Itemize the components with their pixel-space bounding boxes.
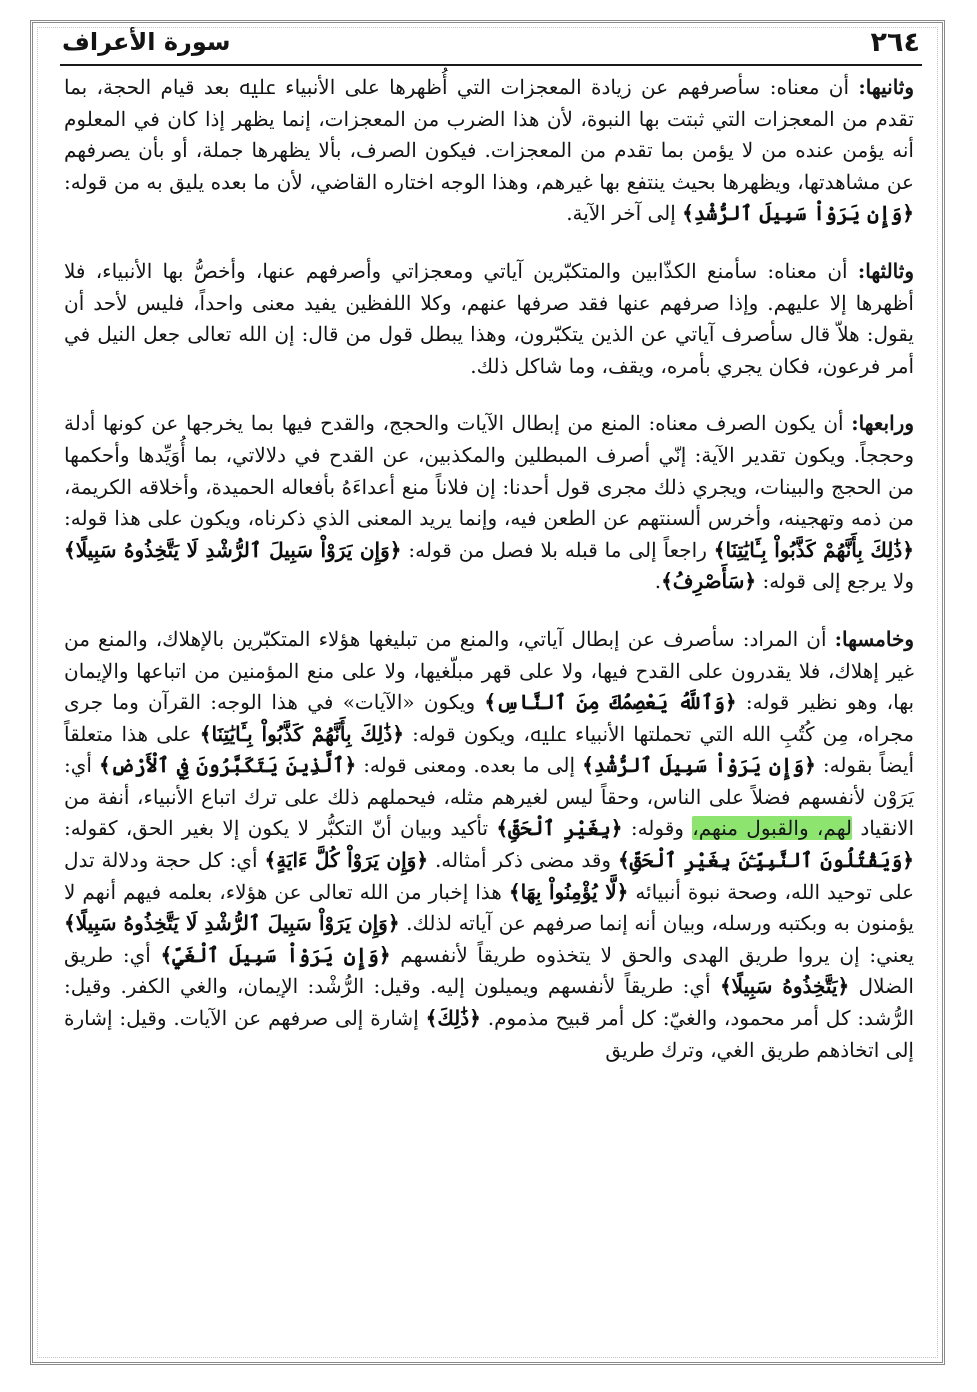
page-number: ٢٦٤ xyxy=(870,26,920,58)
quran-verse: ﴿لَّا يُؤْمِنُواْ بِهَا﴾ xyxy=(508,879,629,904)
body-text: ولا يرجع إلى قوله: xyxy=(756,569,914,594)
quran-verse: ﴿بِغَيْرِ ٱلْحَقِّ﴾ xyxy=(496,816,623,841)
quran-verse: ﴿وَإِن يَرَوْاْ كُلَّ ءَايَةٍ﴾ xyxy=(264,848,429,873)
quran-verse: ﴿ٱلَّذِينَ يَتَكَبَّرُونَ فِي ٱلْأَرْضِ﴾ xyxy=(98,753,357,778)
paragraph-lead: وثانيها: xyxy=(858,75,915,99)
surah-title: سورة الأعراف xyxy=(62,28,231,56)
quran-verse: ﴿وَإِن يَرَوْاْ سَبِيلَ ٱلْغَيِّ﴾ xyxy=(160,942,391,967)
paragraph-lead: وخامسها: xyxy=(834,626,915,651)
body-text: أن يكون الصرف معناه: المنع من إبطال الآيات والحجج، والقدح فيها بما يخرجها عن كونها أدلة وحججاً. ويكون تقدير الآية: إنّي أصرف المبطلين والمكذبين، عن القدح في دلالاتي، بما أُوَيِّدها وأحكمها من الحجج والبينات، ويجري ذلك مجرى قول أحدنا: إن فلاناً منع أعداءَهُ بأفعاله الحميدة، وأخلاقه الكريمة، من ذمه وتهجينه، وأخرس ألسنتهم عن الطعن فيه، وإنما يريد المعنى الذي ذكرناه، ويكون على هذا قوله: xyxy=(64,411,914,531)
quran-verse: ﴿يَتَّخِذُوهُ سَبِيلًا﴾ xyxy=(719,974,850,999)
body-text: أي: كل حجة ودلالة تدل على توحيد الله، وصحة نبوة أنبيائه xyxy=(64,848,915,904)
body-text: تأكيد وبيان أنّ التكبُّر لا يكون إلا بغير الحق، كقوله: xyxy=(64,816,497,841)
body-text: أن معناه: سأصرفهم عن زيادة المعجزات التي أُظهرها على الأنبياء ﷷ بعد قيام الحجة، بما تقدم من المعجزات التي ثبتت بها النبوة، لأن هذا الضرب من المعجزات، إنما يظهر إذا كان في المعلوم أنه يؤمن عنده من لا يؤمن بما تقدم من المعجزات. فيكون الصرف، بألا يظهرها جملة، أو بأن يصرفهم عن مشاهدتها، ويظهرها بحيث ينتفع بها غيرهم، وهذا الوجه اختاره القاضي، لأن ما بعده يليق به من قوله: xyxy=(64,75,914,194)
paragraph xyxy=(64,408,914,598)
paragraph-lead: ورابعها: xyxy=(851,411,914,436)
body-text: وقوله: xyxy=(622,816,693,841)
quran-verse: ﴿سَأَصْرِفُ﴾ xyxy=(661,569,757,594)
quran-verse: ﴿ذَٰلِكَ بِأَنَّهُمْ كَذَّبُواْ بِـَٔايَٰتِنَا﴾ xyxy=(199,721,404,746)
body-text: على هذا متعلقاً أيضاً بقوله: xyxy=(64,721,915,778)
body-text: أي: يَرَوْن لأنفسهم فضلاً على الناس، وحقاً ليس لغيرهم مثله، فيحملهم ذلك على ترك اتباع الأنبياء، أنفة من الانقياد xyxy=(64,753,915,841)
quran-verse: ﴿وَإِن يَرَوْاْ سَبِيلَ ٱلرُّشْدِ لَا يَتَّخِذُوهُ سَبِيلًا﴾ xyxy=(64,537,402,562)
paragraph xyxy=(64,256,914,382)
body-text: أي: طريق الضلال xyxy=(64,942,914,999)
quran-verse: ﴿وَيَقْتُلُونَ ٱلنَّبِيِّـۧنَ بِغَيْرِ ٱلْحَقِّ﴾ xyxy=(617,848,915,873)
body-text: راجعاً إلى ما قبله بلا فصل من قوله: xyxy=(401,537,714,562)
running-header xyxy=(62,24,920,60)
body-text: إلى ما بعده. ومعنى قوله: xyxy=(356,753,583,778)
paragraph xyxy=(64,72,914,230)
quran-verse: ﴿وَٱللَّهُ يَعْصِمُكَ مِنَ ٱلنَّاسِ﴾ xyxy=(484,690,737,715)
body-text: أن معناه: سأمنع الكذّابين والمتكبّرين آياتي ومعجزاتي وأصرفهم عنها، وأخصُّ بها الأنبياء، فلا أظهرها إلا عليهم. وإذا صرفهم عنها فقد صرفها عنهم، وكلا اللفظين يفيد معنى واحداً، فليس لأحد أن يقول: هلاّ قال سأصرف آياتي عن الذين يتكبّرون، وهذا يبطل قول من قال: إن الله تعالى جعل النيل في أمر فرعون، فكان يجري بأمره، ويقف، وما شاكل ذلك. xyxy=(64,258,914,378)
quran-verse: ﴿ذَٰلِكَ بِأَنَّهُمْ كَذَّبُواْ بِـَٔايَٰتِنَا﴾ xyxy=(713,537,914,562)
paragraph-lead: وثالثها: xyxy=(857,258,914,283)
page-body xyxy=(64,72,914,1066)
body-text: إشارة إلى صرفهم عن الآيات. وقيل: إشارة إلى اتخاذهم طريق الغي، وترك طريق xyxy=(64,1006,914,1062)
quran-verse: ﴿ذَٰلِكَ﴾ xyxy=(425,1006,481,1031)
body-text: أن المراد: سأصرف عن إبطال آياتي، والمنع من تبليغها هؤلاء المتكبّرين بالإهلاك، والمنع من غير إهلاك، فلا يقدرون على القدح فيها، ولا على قهر مبلّغيها، ولا على منع المؤمنين من اتباعها والإيمان بها، وهو نظير قوله: xyxy=(64,626,915,715)
body-text: ويكون «الآيات» في هذا الوجه: القرآن وما جرى مجراه، مِن كُتُبِ الله التي تحملتها الأنبياء ﷷ، ويكون قوله: xyxy=(64,690,914,746)
quran-verse: ﴿وَإِن يَرَوْاْ سَبِيلَ ٱلرُّشْدِ﴾ xyxy=(682,201,914,226)
body-text: هذا إخبار من الله تعالى عن هؤلاء، بعلمه فيهم أنهم لا يؤمنون به وبكتبه ورسله، وبيان أنه إنما صرفهم عن آياته لذلك. xyxy=(64,879,914,936)
quran-verse: ﴿وَإِن يَرَوْاْ سَبِيلَ ٱلرُّشْدِ لَا يَتَّخِذُوهُ سَبِيلًا﴾ xyxy=(64,911,400,936)
paragraph xyxy=(64,624,914,1066)
body-text: أي: طريقاً لأنفسهم ويميلون إليه. وقيل: الرُّشْد: الإيمان، والغي الكفر. وقيل: الرُّشد: كل أمر محمود، والغيّ: كل أمر قبيح مذموم. xyxy=(64,974,915,1031)
header-rule xyxy=(60,64,922,66)
body-text: . xyxy=(654,569,662,594)
body-text: إلى آخر الآية. xyxy=(566,201,683,226)
body-text: وقد مضى ذكر أمثاله. xyxy=(428,848,618,873)
quran-verse: ﴿وَإِن يَرَوْاْ سَبِيلَ ٱلرُّشْدِ﴾ xyxy=(582,753,816,778)
body-text: يعني: إن يروا طريق الهدى والحق لا يتخذوه طريقاً لأنفسهم xyxy=(390,942,915,967)
highlighted-text: لهم، والقبول منهم، xyxy=(692,816,853,841)
